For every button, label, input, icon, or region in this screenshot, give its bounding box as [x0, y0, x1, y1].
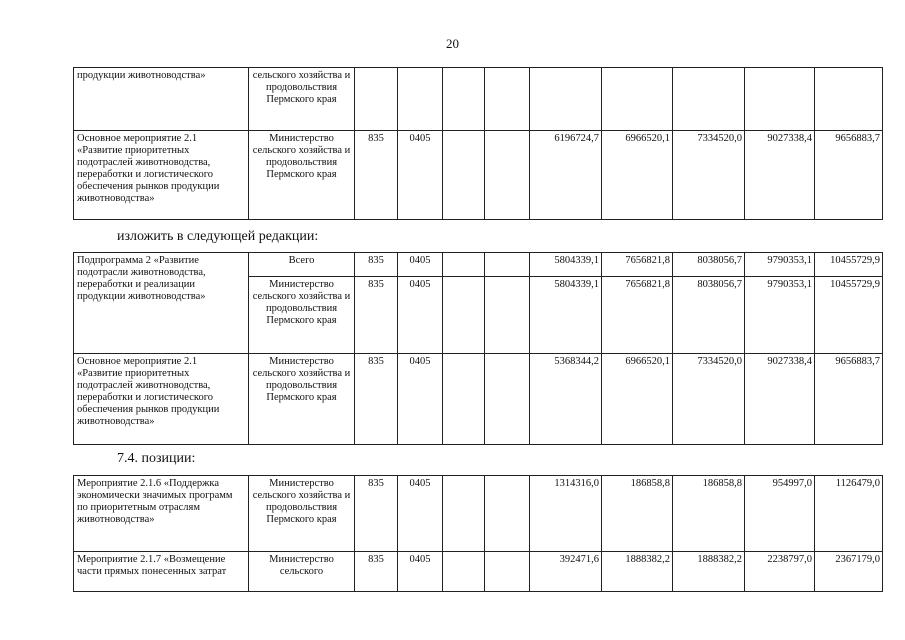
- value-cell: 7334520,0: [673, 131, 745, 220]
- rz-cell: 0405: [398, 277, 443, 354]
- event-name-cell: Основное мероприятие 2.1 «Развитие приоритетных подотраслей животноводства, переработки и логистического обеспечения рынков продукции животноводства»: [74, 354, 249, 445]
- value-cell: 6196724,7: [530, 131, 602, 220]
- event-name-cell: Основное мероприятие 2.1 «Развитие приоритетных подотраслей животноводства, переработки и логистического обеспечения рынков продукции животноводства»: [74, 131, 249, 220]
- value-cell: 2238797,0: [745, 552, 815, 592]
- value-cell: 9790353,1: [745, 253, 815, 277]
- cs-cell: [443, 277, 485, 354]
- value-cell: 7656821,8: [602, 277, 673, 354]
- cs-cell: [443, 253, 485, 277]
- rz-cell: 0405: [398, 476, 443, 552]
- value-cell: [673, 68, 745, 131]
- cs-cell: [443, 552, 485, 592]
- value-cell: 5804339,1: [530, 253, 602, 277]
- value-cell: 1888382,2: [602, 552, 673, 592]
- value-cell: 7656821,8: [602, 253, 673, 277]
- value-cell: 186858,8: [602, 476, 673, 552]
- value-cell: 186858,8: [673, 476, 745, 552]
- grbs-cell: [355, 68, 398, 131]
- executor-cell: Министерство сельского: [249, 552, 355, 592]
- event-name-cell: Мероприятие 2.1.7 «Возмещение части прямых понесенных затрат: [74, 552, 249, 592]
- value-cell: 5368344,2: [530, 354, 602, 445]
- grbs-cell: 835: [355, 476, 398, 552]
- value-cell: 1888382,2: [673, 552, 745, 592]
- value-cell: [815, 68, 883, 131]
- vr-cell: [485, 131, 530, 220]
- executor-cell: Министерство сельского хозяйства и продовольствия Пермского края: [249, 131, 355, 220]
- grbs-cell: 835: [355, 552, 398, 592]
- rz-cell: 0405: [398, 253, 443, 277]
- value-cell: 10455729,9: [815, 253, 883, 277]
- value-cell: 954997,0: [745, 476, 815, 552]
- value-cell: 1314316,0: [530, 476, 602, 552]
- executor-cell: Министерство сельского хозяйства и продовольствия Пермского края: [249, 354, 355, 445]
- table-section-1: [73, 67, 883, 220]
- value-cell: 10455729,9: [815, 277, 883, 354]
- value-cell: 2367179,0: [815, 552, 883, 592]
- value-cell: 1126479,0: [815, 476, 883, 552]
- value-cell: [530, 68, 602, 131]
- vr-cell: [485, 552, 530, 592]
- value-cell: 9027338,4: [745, 354, 815, 445]
- table-row: [74, 131, 883, 220]
- event-name-cell: продукции животноводства»: [74, 68, 249, 131]
- value-cell: 392471,6: [530, 552, 602, 592]
- grbs-cell: 835: [355, 253, 398, 277]
- grbs-cell: 835: [355, 354, 398, 445]
- grbs-cell: 835: [355, 277, 398, 354]
- cs-cell: [443, 476, 485, 552]
- vr-cell: [485, 476, 530, 552]
- table-row: [74, 68, 883, 131]
- table-row: [74, 354, 883, 445]
- vr-cell: [485, 253, 530, 277]
- page-number: 20: [446, 36, 459, 51]
- value-cell: 9656883,7: [815, 354, 883, 445]
- table-section-2: [73, 252, 883, 445]
- executor-cell: Всего: [249, 253, 355, 277]
- value-cell: 6966520,1: [602, 354, 673, 445]
- cs-cell: [443, 131, 485, 220]
- rz-cell: 0405: [398, 131, 443, 220]
- cs-cell: [443, 354, 485, 445]
- rz-cell: 0405: [398, 552, 443, 592]
- value-cell: 9027338,4: [745, 131, 815, 220]
- value-cell: [602, 68, 673, 131]
- executor-cell: Министерство сельского хозяйства и продовольствия Пермского края: [249, 277, 355, 354]
- executor-cell: сельского хозяйства и продовольствия Пермского края: [249, 68, 355, 131]
- executor-cell: Министерство сельского хозяйства и продовольствия Пермского края: [249, 476, 355, 552]
- value-cell: [745, 68, 815, 131]
- value-cell: 9790353,1: [745, 277, 815, 354]
- table-row: [74, 253, 883, 277]
- event-name-cell: Мероприятие 2.1.6 «Поддержка экономически значимых программ по приоритетным отраслям животноводства»: [74, 476, 249, 552]
- heading-positions: 7.4. позиции:: [117, 451, 196, 466]
- value-cell: 5804339,1: [530, 277, 602, 354]
- rz-cell: 0405: [398, 354, 443, 445]
- value-cell: 7334520,0: [673, 354, 745, 445]
- value-cell: 8038056,7: [673, 253, 745, 277]
- value-cell: 9656883,7: [815, 131, 883, 220]
- heading-edit: изложить в следующей редакции:: [117, 229, 319, 244]
- vr-cell: [485, 68, 530, 131]
- vr-cell: [485, 277, 530, 354]
- table-section-3: [73, 475, 883, 592]
- value-cell: 6966520,1: [602, 131, 673, 220]
- grbs-cell: 835: [355, 131, 398, 220]
- subprogram-name-cell: Подпрограмма 2 «Развитие подотрасли животноводства, переработки и реализации продукции животноводства»: [74, 253, 249, 354]
- cs-cell: [443, 68, 485, 131]
- vr-cell: [485, 354, 530, 445]
- table-row: [74, 476, 883, 552]
- table-row: [74, 552, 883, 592]
- value-cell: 8038056,7: [673, 277, 745, 354]
- rz-cell: [398, 68, 443, 131]
